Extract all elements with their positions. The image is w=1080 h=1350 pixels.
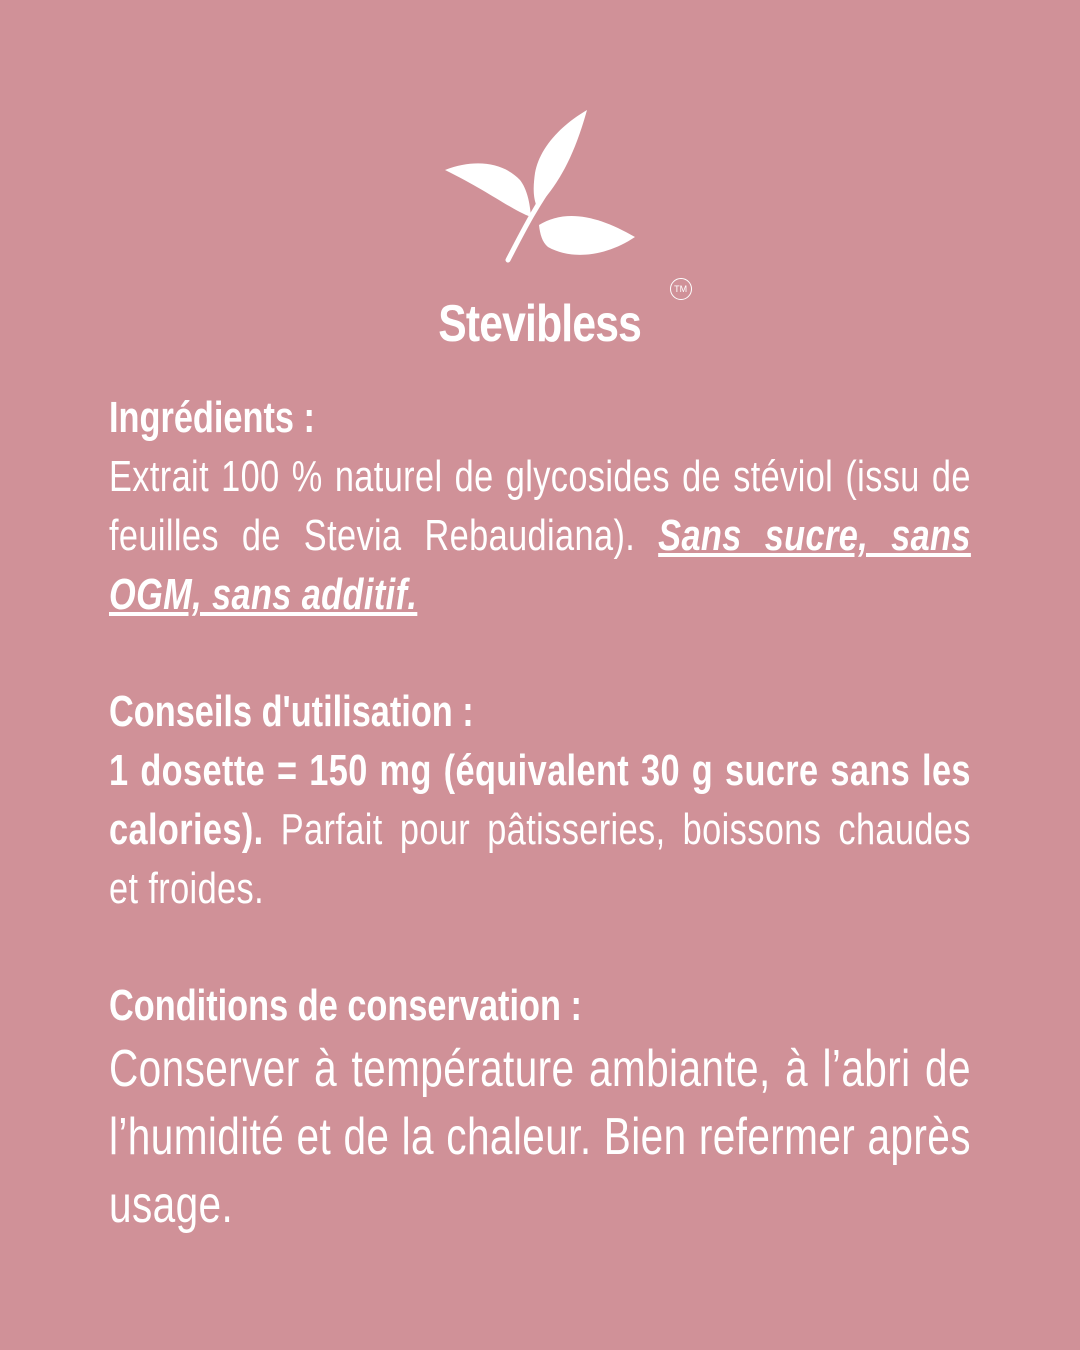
storage-heading: Conditions de conservation : bbox=[109, 981, 582, 1030]
usage-section bbox=[109, 682, 971, 918]
ingredients-text bbox=[109, 447, 971, 624]
usage-heading: Conseils d'utilisation : bbox=[109, 687, 474, 736]
ingredients-emphasis: Sans sucre, sans OGM, sans additif. bbox=[109, 511, 971, 619]
storage-section bbox=[109, 976, 971, 1239]
brand-name: Stevibless bbox=[438, 295, 642, 353]
ingredients-description: Extrait 100 % naturel de glycosides de stéviol (issu de feuilles de Stevia Rebaudiana). bbox=[109, 452, 971, 560]
trademark-icon: TM bbox=[670, 278, 692, 300]
ingredients-section bbox=[109, 388, 971, 624]
usage-description: Parfait pour pâtisseries, boissons chaudes et froides. bbox=[109, 805, 971, 913]
brand-logo bbox=[0, 105, 1080, 354]
product-info bbox=[109, 388, 971, 1297]
brand-wordmark bbox=[416, 284, 688, 354]
usage-text bbox=[109, 741, 971, 918]
leaf-sprig-icon bbox=[440, 105, 640, 270]
usage-dose: 1 dosette = 150 mg (équivalent 30 g sucre sans les calories). bbox=[109, 746, 971, 854]
storage-text: Conserver à température ambiante, à l’abri de l’humidité et de la chaleur. Bien refermer après usage. bbox=[109, 1040, 971, 1234]
ingredients-heading: Ingrédients : bbox=[109, 393, 315, 442]
